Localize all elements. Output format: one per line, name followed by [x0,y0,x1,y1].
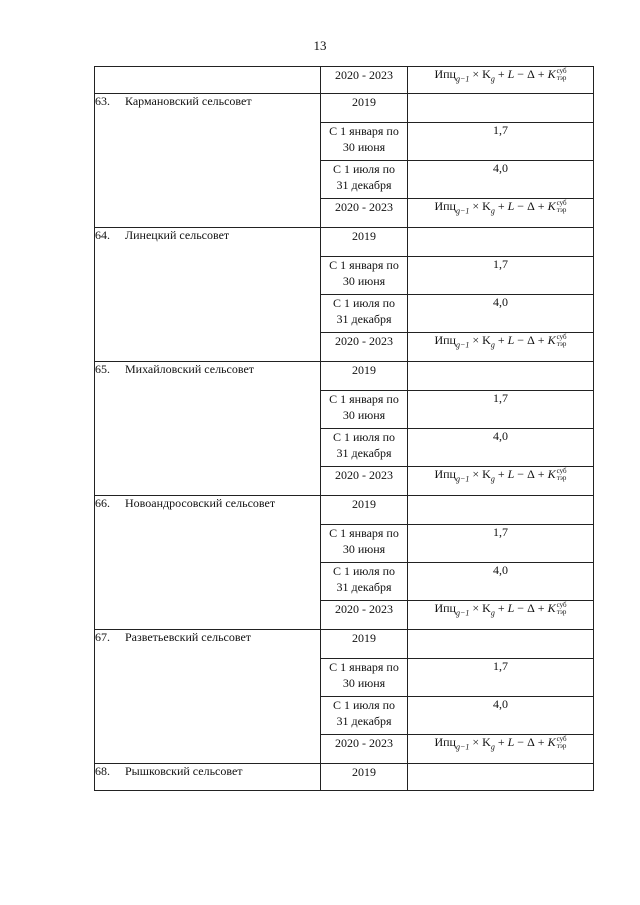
formula-plus: + [497,199,505,213]
formula-kt: K [547,199,556,213]
tariff-formula [434,333,566,349]
formula-minus: − [517,199,525,213]
period-cell: 2020 - 2023 [321,333,408,362]
formula-l: L [507,67,515,81]
period-cell [321,429,408,467]
value-cell: 4,0 [408,429,594,467]
formula-minus: − [517,333,525,347]
formula-kt-superscript: суб [556,333,567,342]
formula-kt-superscript: суб [556,67,567,76]
formula-plus: + [537,333,545,347]
formula-minus: − [517,601,525,615]
period-cell: 2019 [321,496,408,525]
value-cell: 4,0 [408,161,594,199]
period-line: С 1 июля по [332,698,396,712]
formula-kt: K [547,67,556,81]
formula-k: K [482,199,491,213]
value-cell [408,496,594,525]
formula-plus: + [537,467,545,481]
period-line: 31 декабря [336,714,392,728]
tariff-formula [434,601,566,617]
formula-times: × [472,199,480,213]
formula-plus: + [497,67,505,81]
table-row [95,630,594,659]
formula-kt: K [547,333,556,347]
formula-times: × [472,735,480,749]
formula-k-subscript: g [490,206,495,216]
empty-name-cell [95,67,321,94]
formula-kt-indices [557,334,567,348]
period-line: 30 июня [342,408,386,422]
period-line: 30 июня [342,274,386,288]
formula-times: × [472,467,480,481]
formula-kt-subscript: тэр [556,206,567,215]
tariff-table [94,66,594,791]
municipality-name: Новоандросовский сельсовет [125,496,276,510]
period-line: 31 декабря [336,580,392,594]
formula-cell [408,467,594,496]
formula-minus: − [517,467,525,481]
table-row [95,496,594,525]
value-cell [408,630,594,659]
formula-k-subscript: g [490,608,495,618]
formula-base-subscript: g−1 [455,340,470,350]
formula-kt-indices [557,68,567,82]
table-row [95,362,594,391]
period-line: 30 июня [342,676,386,690]
row-number: 65. [95,362,110,376]
period-line: 31 декабря [336,312,392,326]
value-cell [408,228,594,257]
period-line: С 1 июля по [332,162,396,176]
formula-k: K [482,601,491,615]
formula-base-subscript: g−1 [455,474,470,484]
formula-k-subscript: g [490,74,495,84]
period-cell: 2020 - 2023 [321,67,408,94]
value-cell: 1,7 [408,391,594,429]
formula-delta: Δ [527,467,535,481]
period-cell [321,295,408,333]
period-line: 31 декабря [336,446,392,460]
formula-times: × [472,601,480,615]
formula-kt-subscript: тэр [556,474,567,483]
formula-cell [408,333,594,362]
period-cell: 2020 - 2023 [321,735,408,764]
formula-base-subscript: g−1 [455,206,470,216]
page-number: 13 [313,38,327,53]
value-cell: 4,0 [408,563,594,601]
formula-delta: Δ [527,735,535,749]
period-line: С 1 июля по [332,430,396,444]
period-cell: 2019 [321,630,408,659]
period-cell: 2019 [321,94,408,123]
value-cell [408,94,594,123]
formula-kt-subscript: тэр [556,340,567,349]
period-cell: 2020 - 2023 [321,601,408,630]
value-cell: 4,0 [408,697,594,735]
formula-kt-subscript: тэр [556,742,567,751]
formula-kt-superscript: суб [556,199,567,208]
formula-base: Ипц [434,735,456,749]
formula-k-subscript: g [490,340,495,350]
value-cell: 1,7 [408,525,594,563]
formula-base-subscript: g−1 [455,74,470,84]
formula-kt-superscript: суб [556,601,567,610]
value-cell: 4,0 [408,295,594,333]
formula-minus: − [517,67,525,81]
formula-k: K [482,735,491,749]
period-cell [321,391,408,429]
formula-plus: + [497,333,505,347]
value-cell: 1,7 [408,659,594,697]
row-number: 63. [95,94,110,108]
table-row [95,228,594,257]
formula-delta: Δ [527,67,535,81]
formula-kt-subscript: тэр [556,74,567,83]
formula-kt-indices [557,200,567,214]
formula-base-subscript: g−1 [455,608,470,618]
period-cell: 2020 - 2023 [321,467,408,496]
formula-base: Ипц [434,601,456,615]
period-cell [321,563,408,601]
formula-cell [408,199,594,228]
municipality-name: Линецкий сельсовет [125,228,230,242]
formula-kt-indices [557,468,567,482]
formula-base-subscript: g−1 [455,742,470,752]
formula-base: Ипц [434,333,456,347]
formula-kt-subscript: тэр [556,608,567,617]
value-cell [408,764,594,791]
formula-base: Ипц [434,199,456,213]
municipality-cell [95,94,321,228]
period-line: 30 июня [342,140,386,154]
formula-times: × [472,67,480,81]
table-body [95,67,594,791]
formula-delta: Δ [527,199,535,213]
formula-kt-indices [557,602,567,616]
row-number: 64. [95,228,110,242]
tariff-formula [434,67,566,83]
formula-l: L [507,199,515,213]
municipality-cell [95,228,321,362]
table-row [95,94,594,123]
formula-kt-superscript: суб [556,467,567,476]
formula-kt: K [547,735,556,749]
municipality-name: Рышковский сельсовет [125,764,243,778]
formula-plus: + [537,199,545,213]
formula-delta: Δ [527,333,535,347]
formula-k: K [482,333,491,347]
period-cell [321,697,408,735]
formula-l: L [507,333,515,347]
formula-cell [408,735,594,764]
period-line: 30 июня [342,542,386,556]
period-cell [321,525,408,563]
row-number: 67. [95,630,110,644]
formula-kt: K [547,601,556,615]
formula-plus: + [497,735,505,749]
formula-l: L [507,735,515,749]
value-cell: 1,7 [408,257,594,295]
period-cell [321,257,408,295]
period-line: С 1 января по [329,660,399,674]
period-line: 31 декабря [336,178,392,192]
municipality-cell [95,630,321,764]
period-cell [321,659,408,697]
formula-cell [408,601,594,630]
row-number: 66. [95,496,110,510]
formula-kt-superscript: суб [556,735,567,744]
period-cell: 2020 - 2023 [321,199,408,228]
formula-base: Ипц [434,467,456,481]
municipality-name: Разветьевский сельсовет [125,630,252,644]
formula-kt-indices [557,736,567,750]
formula-l: L [507,467,515,481]
period-cell: 2019 [321,764,408,791]
table-row-continuation [95,67,594,94]
municipality-name: Кармановский сельсовет [125,94,252,108]
municipality-cell [95,764,321,791]
formula-base: Ипц [434,67,456,81]
formula-plus: + [537,735,545,749]
period-cell: 2019 [321,228,408,257]
period-line: С 1 января по [329,124,399,138]
period-cell [321,123,408,161]
period-cell: 2019 [321,362,408,391]
formula-plus: + [497,601,505,615]
municipality-name: Михайловский сельсовет [125,362,255,376]
formula-plus: + [537,601,545,615]
period-cell [321,161,408,199]
value-cell [408,362,594,391]
period-line: С 1 января по [329,392,399,406]
period-line: С 1 июля по [332,296,396,310]
formula-plus: + [537,67,545,81]
table-row [95,764,594,791]
tariff-formula [434,467,566,483]
formula-delta: Δ [527,601,535,615]
formula-k: K [482,467,491,481]
formula-k-subscript: g [490,474,495,484]
formula-l: L [507,601,515,615]
formula-cell [408,67,594,94]
formula-minus: − [517,735,525,749]
period-line: С 1 июля по [332,564,396,578]
municipality-cell [95,496,321,630]
formula-plus: + [497,467,505,481]
formula-times: × [472,333,480,347]
period-line: С 1 января по [329,258,399,272]
value-cell: 1,7 [408,123,594,161]
formula-k-subscript: g [490,742,495,752]
formula-k: K [482,67,491,81]
formula-kt: K [547,467,556,481]
tariff-formula [434,735,566,751]
period-line: С 1 января по [329,526,399,540]
tariff-formula [434,199,566,215]
row-number: 68. [95,764,110,778]
municipality-cell [95,362,321,496]
